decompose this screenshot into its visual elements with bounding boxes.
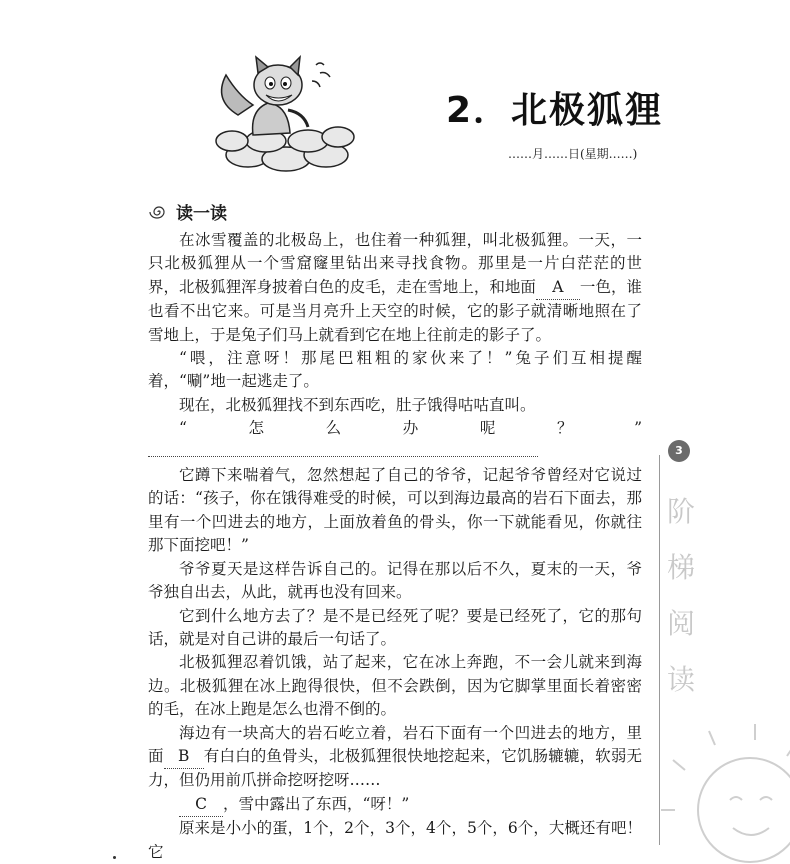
side-char: 阅 — [666, 607, 695, 640]
sun-decoration-icon — [655, 700, 790, 864]
side-char: 读 — [666, 663, 695, 696]
paragraph-text: 在冰雪覆盖的北极岛上，也住着一种狐狸，叫北极狐狸。一天，一只北极狐狸从一个雪窟窿里钻出来寻找食物。那里是一片白茫茫的世界，北极狐狸浑身披着白色的皮毛，走在雪地上，和地面 — [148, 231, 642, 296]
section-label: 读一读 — [176, 204, 227, 224]
blank-c[interactable]: C — [179, 793, 223, 817]
paragraph: 原来是小小的蛋，1个，2个，3个，4个，5个，6个，大概还有吧！它 — [148, 819, 642, 861]
side-char: 梯 — [666, 551, 695, 584]
side-label — [666, 484, 696, 708]
paragraph: 它到什么地方去了？是不是已经死了呢？要是已经死了，它的那句话，就是对自己讲的最后一句话了。 — [148, 606, 642, 648]
paragraph — [148, 229, 642, 347]
paragraph-text: 有白白的鱼骨头，北极狐狸很快地挖起来，它饥肠辘辘，软弱无力，但仍用前爪拼命挖呀挖呀…… — [148, 746, 642, 790]
answer-dotted-line[interactable] — [148, 442, 538, 457]
page-number: 3 — [668, 440, 690, 462]
blank-b[interactable]: B — [164, 745, 204, 769]
paragraph: 北极狐狸忍着饥饿，站了起来，它在冰上奔跑，不一会儿就来到海边。北极狐狸在冰上跑得很快，但不会跌倒，因为它脚掌里面长着密密的毛，在冰上跑是怎么也滑不倒的。 — [148, 653, 642, 719]
paragraph: 它蹲下来喘着气，忽然想起了自己的爷爷，记起爷爷曾经对它说过的话：“孩子，你在饿得难受的时候，可以到海边最高的岩石下面去，那里有一个凹进去的地方，上面放着鱼的骨头，你一下就能看见，你就往那下面挖吧！” — [148, 466, 642, 555]
side-char: 阶 — [666, 495, 695, 528]
fox-cartoon-illustration — [208, 55, 358, 173]
reading-passage — [148, 229, 642, 864]
date-line: ……月……日(星期……) — [508, 147, 638, 161]
corner-dot — [113, 856, 116, 859]
paragraph: 现在，北极狐狸找不到东西吃，肚子饿得咕咕直叫。 — [179, 395, 536, 414]
blank-a[interactable]: A — [536, 276, 580, 300]
lesson-title: 2．北极狐狸 — [446, 90, 664, 131]
paragraph — [148, 722, 642, 793]
paragraph: 爷爷夏天是这样告诉自己的。记得在那以后不久，夏末的一天，爷爷独自出去，从此，就再也没有回来。 — [148, 559, 642, 602]
paragraph-text: 海边有一块高大的岩石屹立着，岩石下面有一个凹进去的地方，里面 — [148, 723, 642, 765]
paragraph-text: ，雪中露出了东西，“呀！” — [223, 794, 410, 813]
paragraph-text: 一色，谁也看不出它来。可是当月亮升上天空的时候，它的影子就清晰地照在了雪地上，于是兔子们马上就看到它在地上往前走的影子了。 — [148, 277, 642, 344]
paragraph-text: “怎么办呢？” — [179, 419, 642, 438]
section-heading — [148, 199, 227, 224]
paragraph — [148, 417, 642, 464]
paragraph — [148, 793, 642, 817]
paragraph: “喂，注意呀！那尾巴粗粗的家伙来了！”兔子们互相提醒着，“唰”地一起逃走了。 — [148, 349, 642, 391]
spiral-icon — [148, 204, 170, 220]
